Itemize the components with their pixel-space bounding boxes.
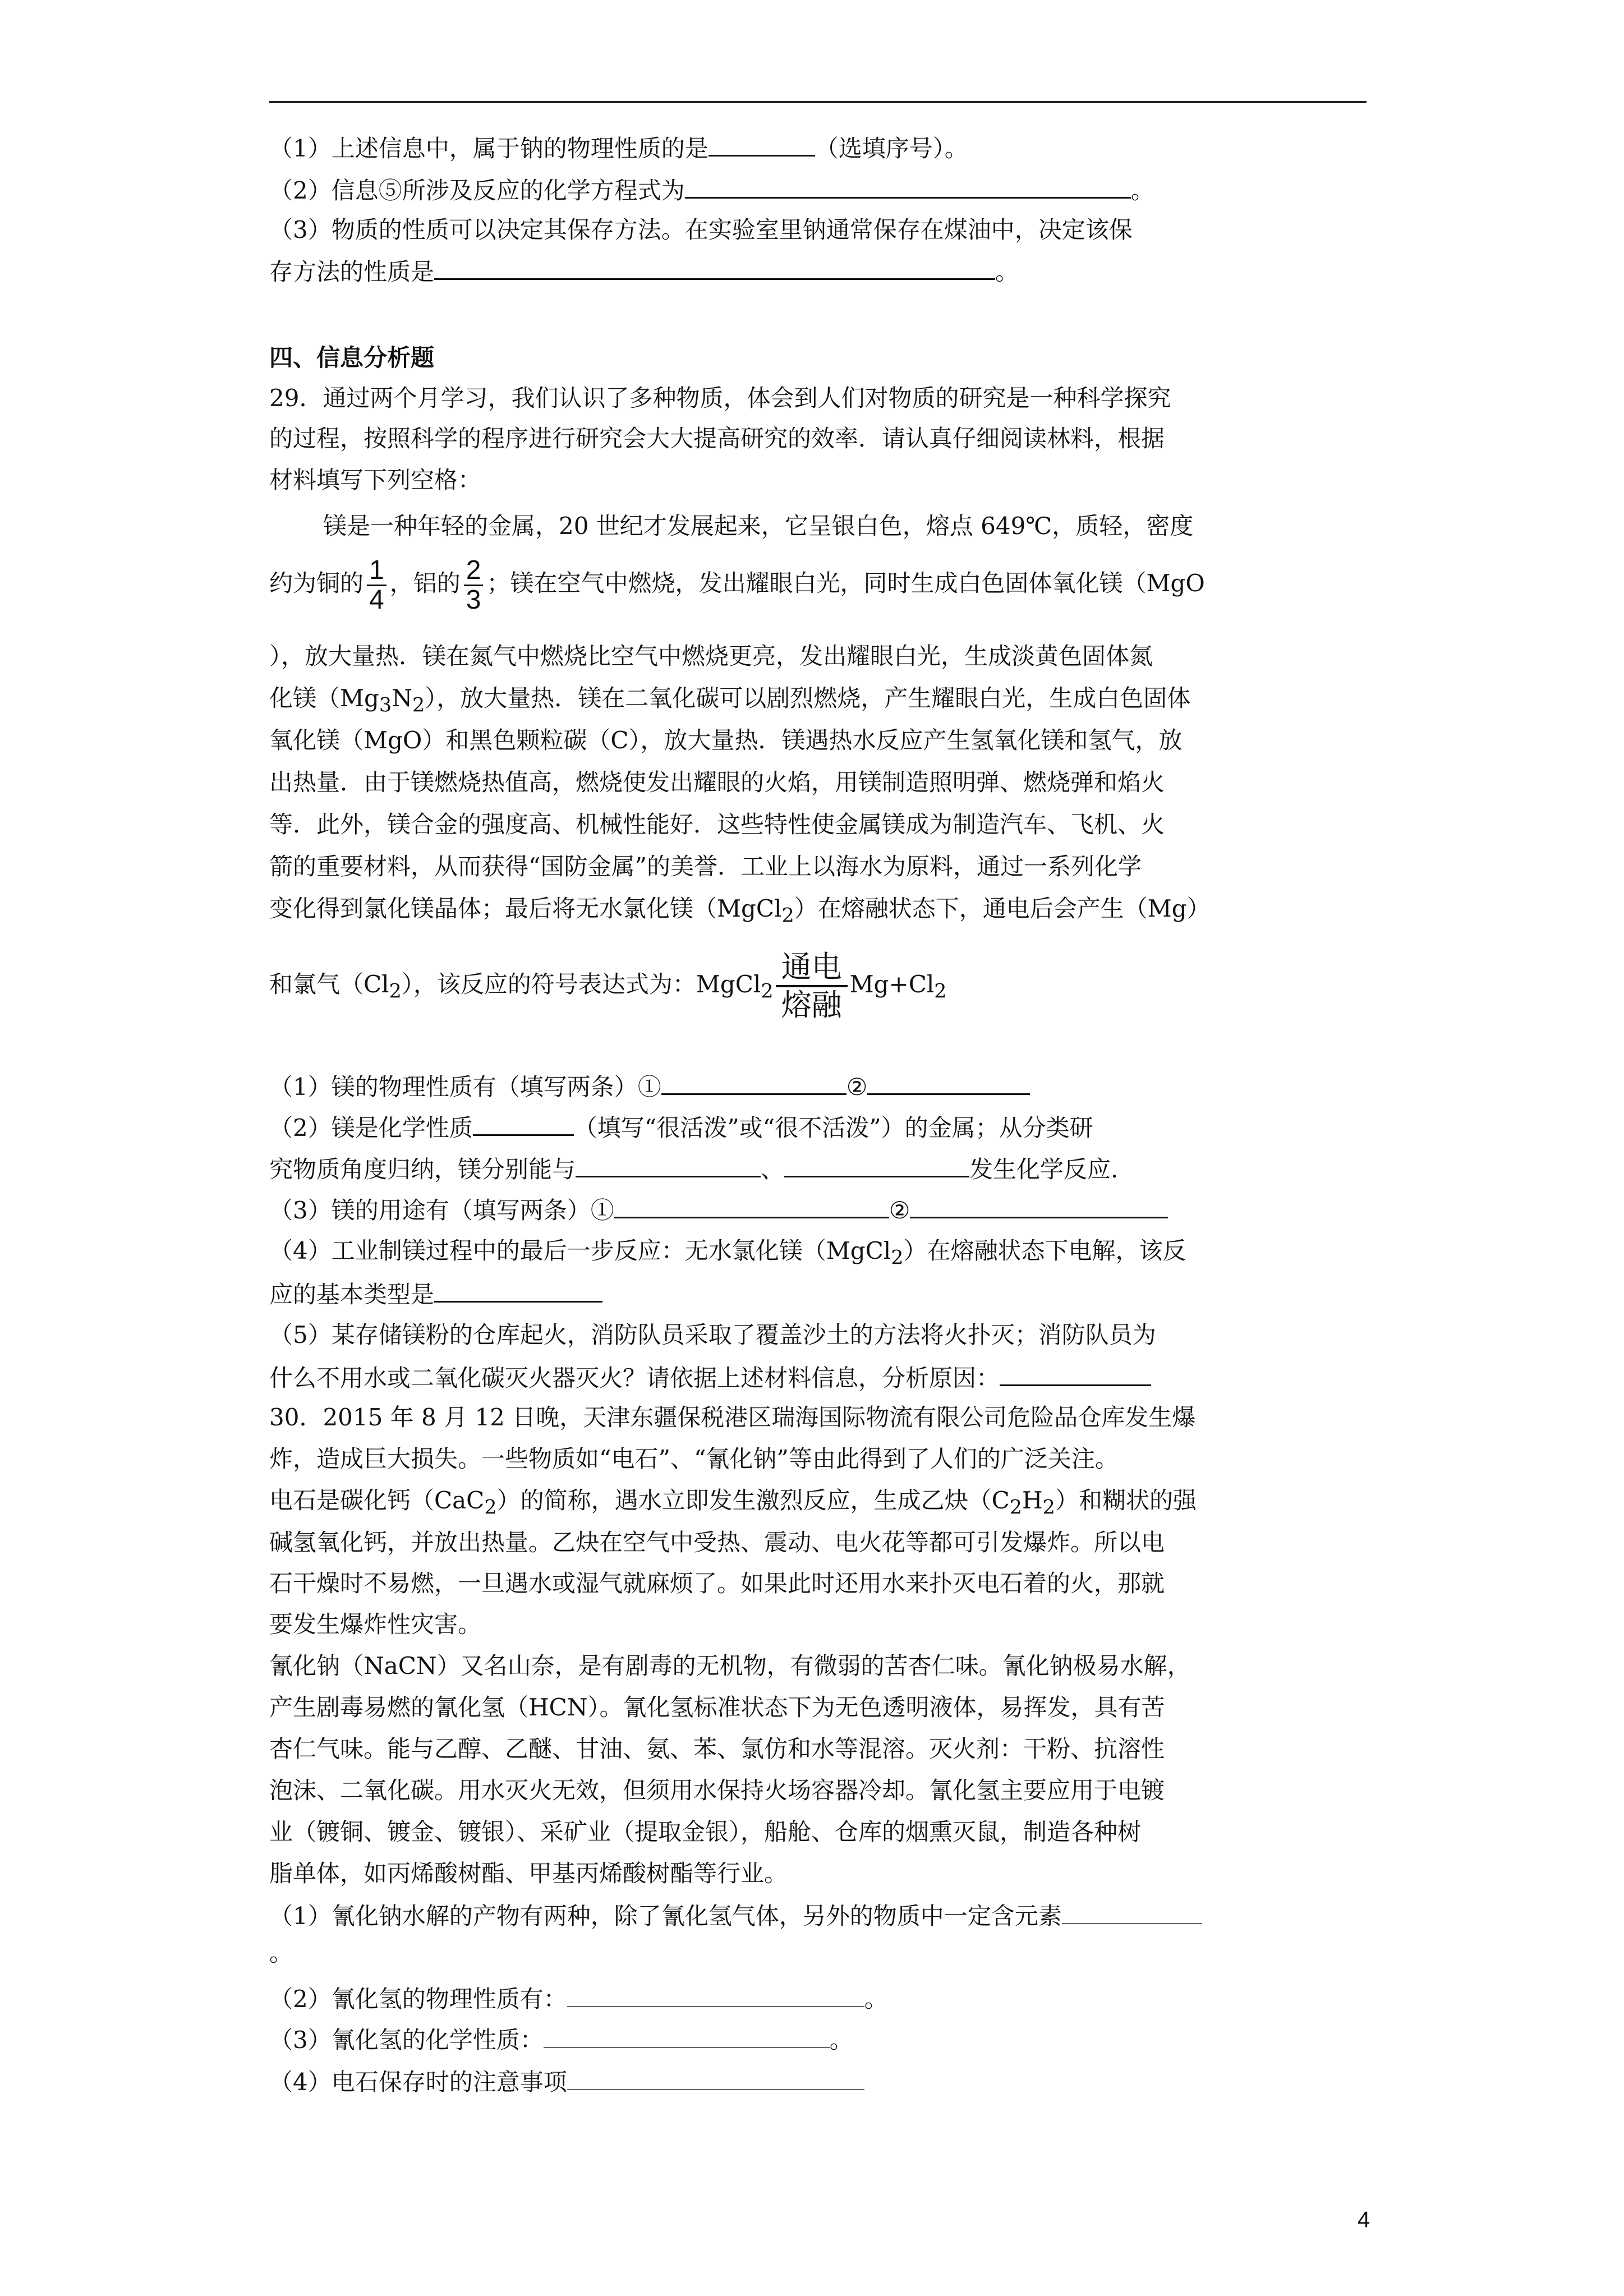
- answer-blank[interactable]: [576, 1151, 761, 1177]
- answer-blank[interactable]: [709, 130, 815, 157]
- q30-line: 炸，造成巨大损失。一些物质如“电石”、“氰化钠”等由此得到了人们的广泛关注。: [269, 1445, 1119, 1473]
- page-number: 4: [1358, 2207, 1370, 2232]
- q30-sub-3: （3）氰化氢的化学性质： 。: [269, 2022, 1369, 2057]
- answer-blank[interactable]: [614, 1192, 889, 1218]
- q29-sub-4: （4）工业制镁过程中的最后一步反应：无水氯化镁（MgCl$_2$）在熔融状态下电解，该反: [269, 1237, 1186, 1269]
- question-3-line-1: （3）物质的性质可以决定其保存方法。在实验室里钠通常保存在煤油中，决定该保: [269, 216, 1133, 243]
- header-rule: [269, 101, 1367, 103]
- answer-blank[interactable]: [1062, 1898, 1202, 1924]
- q29-para-line: 出热量．由于镁燃烧热值高，燃烧使发出耀眼的火焰，用镁制造照明弹、燃烧弹和焰火: [269, 769, 1165, 796]
- q29-para-line: ），放大量热．镁在氮气中燃烧比空气中燃烧更亮，发出耀眼白光，生成淡黄色固体氮: [269, 642, 1153, 670]
- answer-blank[interactable]: [567, 2064, 864, 2090]
- q29-intro-3: 材料填写下列空格：: [269, 466, 482, 494]
- q29-para-line: 镁是一种年轻的金属，20 世纪才发展起来，它呈银白色，熔点 649℃，质轻，密度: [323, 512, 1194, 540]
- q29-sub-4-cont: 应的基本类型是: [269, 1276, 1369, 1312]
- q30-sub-1-end: 。: [269, 1939, 293, 1967]
- q30-line: 杏仁气味。能与乙醇、乙醚、甘油、氨、苯、氯仿和水等混溶。灭火剂：干粉、抗溶性: [269, 1735, 1165, 1763]
- q30-line: 要发生爆炸性灾害。: [269, 1611, 482, 1638]
- question-2: （2）信息⑤所涉及反应的化学方程式为 。: [269, 172, 1369, 208]
- q30-sub-4: （4）电石保存时的注意事项: [269, 2064, 1369, 2099]
- q29-sub-5-cont: 什么不用水或二氧化碳灭火器灭火？请依据上述材料信息，分析原因：: [269, 1360, 1369, 1395]
- answer-blank[interactable]: [784, 1151, 969, 1177]
- q30-sub-1: （1）氰化钠水解的产物有两种，除了氰化氢气体，另外的物质中一定含元素: [269, 1898, 1369, 1933]
- answer-blank[interactable]: [473, 1110, 574, 1136]
- q29-sub-3: （3）镁的用途有（填写两条）① ②: [269, 1192, 1369, 1227]
- q30-line: 脂单体，如丙烯酸树酯、甲基丙烯酸树酯等行业。: [269, 1860, 788, 1887]
- answer-blank[interactable]: [661, 1069, 846, 1095]
- answer-blank[interactable]: [685, 172, 1131, 199]
- reaction-condition: 通电 熔融: [776, 949, 848, 1023]
- q30-line: 业（镀铜、镀金、镀银）、采矿业（提取金银），船舱、仓库的烟熏灭鼠，制造各种树: [269, 1818, 1142, 1846]
- q30-line: 碱氢氧化钙，并放出热量。乙炔在空气中受热、震动、电火花等都可引发爆炸。所以电: [269, 1529, 1165, 1556]
- q30-line: 泡沫、二氧化碳。用水灭火无效，但须用水保持火场容器冷却。氰化氢主要应用于电镀: [269, 1777, 1165, 1804]
- answer-blank[interactable]: [434, 1276, 602, 1303]
- q29-para-line: 氧化镁（MgO）和黑色颗粒碳（C），放大量热．镁遇热水反应产生氢氧化镁和氢气，放: [269, 726, 1183, 754]
- fraction: $\frac{2}{3}$: [464, 556, 484, 614]
- answer-blank[interactable]: [544, 2022, 830, 2048]
- q29-para-line: 化镁$(Mg_3N_2)$，放大量热．镁在二氧化碳可以剧烈燃烧，产生耀眼白光，生成白色固体: [269, 684, 1191, 717]
- answer-blank[interactable]: [910, 1192, 1168, 1218]
- q30-line: 电石是碳化钙（CaC$_2$）的简称，遇水立即发生激烈反应，生成乙炔$(C_2H_2)$和糊状的强: [269, 1487, 1197, 1519]
- answer-blank[interactable]: [434, 254, 995, 280]
- fraction: $\frac{1}{4}$: [367, 556, 387, 614]
- q29-intro-1: 29．通过两个月学习，我们认识了多种物质，体会到人们对物质的研究是一种科学探究: [269, 384, 1171, 412]
- question-1: （1）上述信息中，属于钠的物理性质的是 （选填序号）。: [269, 130, 1369, 165]
- answer-blank[interactable]: [867, 1069, 1030, 1095]
- q29-intro-2: 的过程，按照科学的程序进行研究会大大提高研究的效率．请认真仔细阅读林料，根据: [269, 425, 1165, 452]
- q29-sub-5: （5）某存储镁粉的仓库起火，消防队员采取了覆盖沙土的方法将火扑灭；消防队员为: [269, 1321, 1156, 1349]
- q30-line: 30．2015 年 8 月 12 日晚，天津东疆保税港区瑞海国际物流有限公司危险品仓库发生爆: [269, 1404, 1196, 1431]
- q29-sub-2: （2）镁是化学性质 （填写“很活泼”或“很不活泼”）的金属；从分类研: [269, 1110, 1369, 1145]
- section-title: 四、信息分析题: [269, 344, 435, 371]
- q29-para-line: 变化得到氯化镁晶体；最后将无水氯化镁（MgCl$_2$）在熔融状态下，通电后会产生（Mg）: [269, 895, 1211, 927]
- q30-line: 产生剧毒易燃的氰化氢（HCN）。氰化氢标准状态下为无色透明液体，易挥发，具有苦: [269, 1694, 1165, 1721]
- q30-line: 石干燥时不易燃，一旦遇水或湿气就麻烦了。如果此时还用水来扑灭电石着的火，那就: [269, 1570, 1165, 1597]
- q29-sub-2-cont: 究物质角度归纳，镁分别能与 、 发生化学反应.: [269, 1151, 1369, 1186]
- q29-para-line: 等．此外，镁合金的强度高、机械性能好．这些特性使金属镁成为制造汽车、飞机、火: [269, 811, 1165, 838]
- q30-line: 氰化钠（NaCN）又名山奈，是有剧毒的无机物，有微弱的苦杏仁味。氰化钠极易水解，: [269, 1652, 1191, 1680]
- q29-sub-1: （1）镁的物理性质有（填写两条）① ②: [269, 1069, 1369, 1104]
- q29-equation-line: 和氯气$(Cl_2)$，该反应的符号表达式为：MgCl$_2$ 通电 熔融 $Mg+Cl_2$: [269, 949, 947, 1023]
- q30-sub-2: （2）氰化氢的物理性质有： 。: [269, 1981, 1369, 2016]
- question-3-line-2: 存方法的性质是 。: [269, 254, 1369, 289]
- answer-blank[interactable]: [1000, 1360, 1151, 1386]
- q29-para-line: 箭的重要材料，从而获得“国防金属”的美誉．工业上以海水为原料，通过一系列化学: [269, 853, 1142, 880]
- answer-blank[interactable]: [567, 1981, 864, 2007]
- q29-para-line: 约为铜的 $\frac{1}{4}$ ，铝的 $\frac{2}{3}$ ；镁在空气中燃烧，发出耀眼白光，同时生成白色固体氧化镁（MgO: [269, 555, 1205, 615]
